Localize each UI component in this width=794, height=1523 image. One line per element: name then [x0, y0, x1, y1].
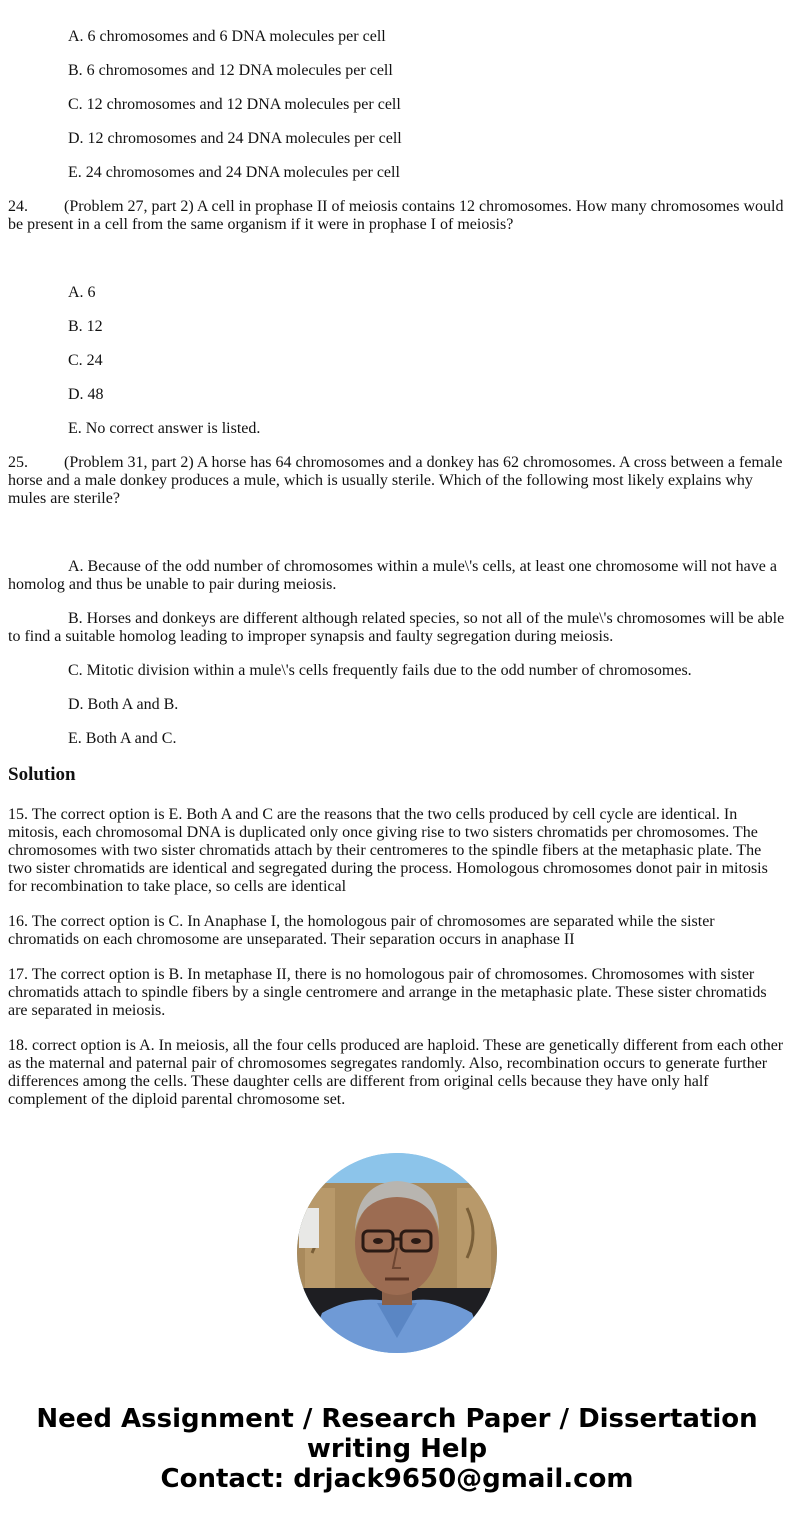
- q25-option-c: C. Mitotic division within a mule\'s cells frequently fails due to the odd number of chromosomes.: [68, 662, 692, 679]
- q24-text: (Problem 27, part 2) A cell in prophase II of meiosis contains 12 chromosomes. How many chromosomes would be present in a cell from the same organism if it were in prophase I of meiosis?: [8, 198, 784, 233]
- q24-option-d: D. 48: [68, 386, 104, 403]
- q25-option-e: E. Both A and C.: [68, 730, 177, 747]
- q23-option-e: E. 24 chromosomes and 24 DNA molecules per cell: [68, 164, 400, 181]
- q25-number: 25.: [8, 454, 28, 471]
- solution-paragraph-18: 18. correct option is A. In meiosis, all the four cells produced are haploid. These are genetically different from each other as the maternal and paternal pair of chromosomes segregates randomly. Also, recombination occurs to generate further differences among the cells. These daughter cells are different from original cells because they have only half complement of the diploid parental chromosome set.: [8, 1037, 784, 1108]
- solution-paragraph-15: 15. The correct option is E. Both A and C are the reasons that the two cells produced by cell cycle are identical. In mitosis, each chromosomal DNA is duplicated only once giving rise to two sisters chromatids per chromosomes. The chromosomes with two sister chromatids attach by their centromeres to the spindle fibers at the metaphasic plate. The two sister chromatids are identical and segregated during the process. Homologous chromosomes donot pair in mitosis for recombination to take place, so cells are identical: [8, 806, 768, 895]
- q24-option-c: C. 24: [68, 352, 103, 369]
- q25-option-a: A. Because of the odd number of chromosomes within a mule\'s cells, at least one chromosome will not have a homolog and thus be unable to pair during meiosis.: [8, 558, 777, 593]
- q25-option-d: D. Both A and B.: [68, 696, 179, 713]
- question-25: [8, 454, 786, 748]
- solution-paragraph-16: 16. The correct option is C. In Anaphase I, the homologous pair of chromosomes are separated while the sister chromatids on each chromosome are unseparated. Their separation occurs in anaphase II: [8, 913, 715, 948]
- document-body: [8, 28, 786, 1126]
- contact-banner: [0, 1404, 794, 1494]
- q23-option-d: D. 12 chromosomes and 24 DNA molecules per cell: [68, 130, 402, 147]
- q25-stem: [8, 454, 786, 508]
- solution-section: [8, 764, 786, 1109]
- solution-heading: Solution: [8, 764, 76, 785]
- solution-paragraph-17: 17. The correct option is B. In metaphase II, there is no homologous pair of chromosomes. Chromosomes with sister chromatids attach to spindle fibers by a single centromere and arrange in the metaphasic plate. These sister chromatids are separated in meiosis.: [8, 966, 767, 1019]
- question-24: [8, 198, 786, 438]
- q23-option-c: C. 12 chromosomes and 12 DNA molecules per cell: [68, 96, 401, 113]
- q23-option-a: A. 6 chromosomes and 6 DNA molecules per cell: [68, 28, 386, 45]
- q25-text: (Problem 31, part 2) A horse has 64 chromosomes and a donkey has 62 chromosomes. A cross between a female horse and a male donkey produces a mule, which is usually sterile. Which of the following most likely explains why mules are sterile?: [8, 454, 783, 507]
- tutor-portrait-icon: [297, 1153, 497, 1353]
- q24-option-b: B. 12: [68, 318, 103, 335]
- spacer: [8, 524, 786, 558]
- promo-line-2: writing Help: [306, 1434, 488, 1464]
- question-23: [8, 28, 786, 182]
- q24-option-e: E. No correct answer is listed.: [68, 420, 261, 437]
- promo-contact-email: Contact: drjack9650@gmail.com: [160, 1464, 634, 1494]
- promo-line-1: Need Assignment / Research Paper / Dissertation: [36, 1404, 758, 1434]
- q24-number: 24.: [8, 198, 28, 215]
- avatar: [297, 1153, 497, 1353]
- spacer: [8, 250, 786, 284]
- q24-stem: [8, 198, 786, 234]
- q24-option-a: A. 6: [68, 284, 96, 301]
- q25-option-b: B. Horses and donkeys are different although related species, so not all of the mule\'s chromosomes will be able to find a suitable homolog leading to improper synapsis and faulty segregation during meiosis.: [8, 610, 785, 645]
- q23-option-b: B. 6 chromosomes and 12 DNA molecules per cell: [68, 62, 393, 79]
